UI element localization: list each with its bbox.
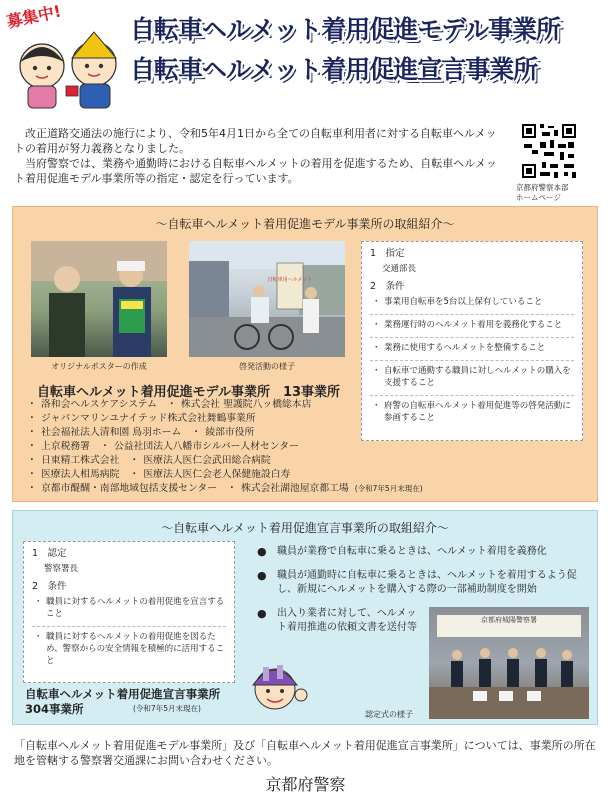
declaration-section-title: ～自転車ヘルメット着用促進宣言事業所の取組紹介～ <box>161 521 449 535</box>
ceremony-sign: 京都府城陽警察署 <box>437 615 581 637</box>
model-section <box>12 206 598 502</box>
model-section-title: ～自転車ヘルメット着用促進モデル事業所の取組紹介～ <box>155 217 455 231</box>
contact-note: 「自転車ヘルメット着用促進モデル事業所」及び「自転車ヘルメット着用促進宣言事業所」については、事業所の所在地を管轄する警察署交通課にお問い合わせください。 <box>14 739 596 767</box>
intro-paragraph-2: 当府警察では、業務や通勤時における自転車ヘルメットの着用を促進するため、自転車ヘルメット着用促進モデル事業所等の指定・認定を行っています。 <box>14 157 497 185</box>
activity-photo <box>189 241 345 357</box>
list-item: ・ 医療法人相馬病院 ・ 医療法人医仁会老人保健施設白寿 <box>27 469 291 480</box>
activity-photo-image <box>189 241 345 357</box>
poster-photo-caption: オリジナルポスターの作成 <box>51 362 147 371</box>
declaration-count-heading: 自転車ヘルメット着用促進宣言事業所 304事業所 <box>25 687 221 716</box>
qr-code-icon[interactable] <box>520 122 578 180</box>
condition-item: ・ 職員に対するヘルメットの着用促進を図るため、警察からの安全情報を積極的に活用すること <box>32 631 226 667</box>
activity-photo-caption: 啓発活動の様子 <box>239 362 295 371</box>
header <box>0 0 611 112</box>
list-item: ・ 上京税務署 ・ 公益社団法人八幡市シルバー人材センター <box>27 441 299 452</box>
poster-photo <box>31 241 167 357</box>
designation-authority: 交通部長 <box>382 264 417 274</box>
ceremony-photo <box>429 607 589 719</box>
condition-item: ・ 事業用自転車を5台以上保有していること <box>370 296 574 308</box>
poster-photo-image <box>31 241 167 357</box>
qr-caption: 京都府警察本部 ホームページ <box>516 183 569 202</box>
list-item: ・ 日東精工株式会社 ・ 医療法人医仁会武田総合病院 <box>27 455 271 466</box>
title-model: 自転車ヘルメット着用促進モデル事業所 <box>130 15 561 44</box>
recruiting-badge: 募集中! <box>4 1 63 32</box>
organization-name: 京都府警察 <box>265 775 346 794</box>
list-item: ● 職員が業務で自転車に乗るときは、ヘルメット着用を義務化 <box>257 545 547 558</box>
helmet-boy-illustration <box>245 651 311 717</box>
designation-heading: 1 指定 <box>370 248 405 259</box>
declaration-note: (令和7年5月末現在) <box>133 704 201 713</box>
condition-item: ・ 業務運行時のヘルメット着用を義務化すること <box>370 319 574 331</box>
list-item: ● 出入り業者に対して、ヘルメット着用推進の依頼文書を送付等 <box>257 607 417 633</box>
title-declaration: 自転車ヘルメット着用促進宣言事業所 <box>130 55 538 84</box>
ceremony-caption: 認定式の様子 <box>365 710 413 719</box>
list-item: ・ 京都市醍醐・南部地域包括支援センター ・ 株式会社湖池屋京都工場 (令和7年5月末現在) <box>27 483 423 494</box>
declaration-conditions-box <box>23 541 235 683</box>
intro-text <box>14 126 504 186</box>
model-office-list <box>27 398 587 496</box>
list-item: ・ 社会福祉法人清和園 鳥羽ホーム ・ 綾部市役所 <box>27 427 255 438</box>
ceremony-photo-image <box>429 607 589 719</box>
declaration-section <box>12 510 598 725</box>
list-item: ・ 洛和会ヘルスケアシステム ・ 株式会社 聖護院八ッ橋総本店 <box>27 399 312 410</box>
activity-sign-text: 自転車用ヘルメット <box>267 277 313 283</box>
list-item: ● 職員が通勤時に自転車に乗るときは、ヘルメットを着用するよう促し、新規にヘルメットを購入する際の一部補助制度を開始 <box>257 569 577 595</box>
model-list-note: (令和7年5月末現在) <box>354 484 423 493</box>
title-block <box>130 10 608 90</box>
list-item: ・ ジャパンマリンユナイテッド株式会社舞鶴事業所 <box>27 413 256 424</box>
model-count-heading: 自転車ヘルメット着用促進モデル事業所 13事業所 <box>37 385 341 400</box>
intro-paragraph-1: 改正道路交通法の施行により、令和5年4月1日から全ての自転車利用者に対する自転車ヘルメットの着用が努力義務となりました。 <box>14 127 497 155</box>
condition-item: ・ 業務に使用するヘルメットを整備すること <box>370 342 574 354</box>
conditions-heading: 2 条件 <box>32 581 67 592</box>
conditions-heading: 2 条件 <box>370 281 405 292</box>
condition-item: ・ 職員に対するヘルメットの着用促進を宣言すること <box>32 596 226 620</box>
certification-authority: 警察署長 <box>44 564 79 574</box>
condition-item: ・ 府警の自転車ヘルメット着用促進等の啓発活動に参画すること <box>370 400 574 424</box>
certification-heading: 1 認定 <box>32 548 67 559</box>
condition-item: ・ 自転車で通勤する職員に対しヘルメットの購入を支援すること <box>370 365 574 389</box>
mascot-illustration <box>10 26 130 110</box>
